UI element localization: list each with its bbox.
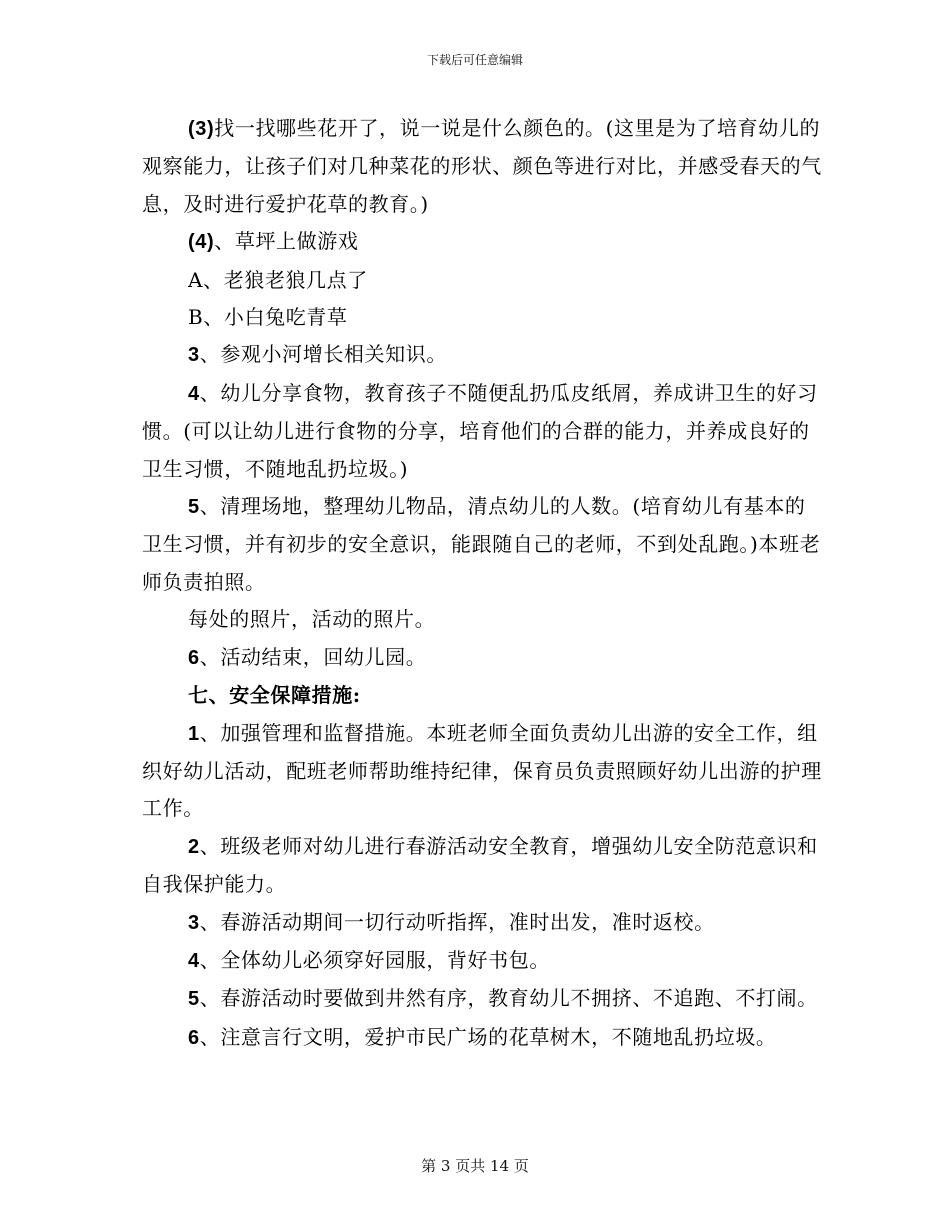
paragraph-game-b bbox=[142, 299, 822, 336]
item-number: (3) bbox=[188, 118, 215, 140]
item-number: 5 bbox=[188, 988, 200, 1011]
safety-item-1 bbox=[142, 715, 822, 828]
paragraph-text: B、小白兔吃青草 bbox=[188, 305, 348, 330]
paragraph-text: 、春游活动期间一切行动听指挥，准时出发，准时返校。 bbox=[199, 909, 715, 934]
paragraph-lawn-games bbox=[142, 223, 822, 261]
safety-item-3 bbox=[142, 904, 822, 942]
item-number: 2 bbox=[188, 835, 200, 858]
safety-item-2 bbox=[142, 828, 822, 904]
paragraph-text: 、参观小河增长相关知识。 bbox=[199, 342, 447, 367]
paragraph-text: 每处的照片，活动的照片。 bbox=[188, 607, 436, 632]
item-number: 4 bbox=[188, 949, 200, 972]
item-number: 4 bbox=[188, 382, 200, 405]
paragraph-visit-river bbox=[142, 336, 822, 374]
paragraph-text: 、春游活动时要做到井然有序，教育幼儿不拥挤、不追跑、不打闹。 bbox=[199, 986, 818, 1011]
paragraph-photos bbox=[142, 601, 822, 638]
paragraph-text: 、清理场地，整理幼儿物品，清点幼儿的人数。(培育幼儿有基本的卫生习惯，并有初步的安全意识，能跟随自己的老师，不到处乱跑。)本班老师负责拍照。 bbox=[142, 494, 821, 594]
section-heading: 七、安全保障措施: bbox=[188, 683, 361, 708]
paragraph-text: 、幼儿分享食物，教育孩子不随便乱扔瓜皮纸屑，养成讲卫生的好习惯。(可以让幼儿进行食物的分享，培育他们的合群的能力，并养成良好的卫生习惯，不随地乱扔垃圾。) bbox=[142, 380, 818, 481]
document-body bbox=[142, 110, 822, 1057]
paragraph-text: 、草坪上做游戏 bbox=[214, 229, 359, 254]
paragraph-text: 、注意言行文明，爱护市民广场的花草树木，不随地乱扔垃圾。 bbox=[199, 1024, 777, 1049]
item-number: 6 bbox=[188, 1026, 200, 1049]
paragraph-text: A、老狼老狼几点了 bbox=[188, 267, 368, 292]
paragraph-game-a bbox=[142, 262, 822, 299]
page-number-footer: 第 3 页共 14 页 bbox=[421, 1157, 529, 1175]
paragraph-text: 、全体幼儿必须穿好园服，背好书包。 bbox=[199, 947, 550, 972]
paragraph-find-flowers bbox=[142, 110, 822, 223]
paragraph-text: 、活动结束，回幼儿园。 bbox=[199, 644, 427, 669]
item-number: 5 bbox=[188, 496, 200, 519]
paragraph-text: 、班级老师对幼儿进行春游活动安全教育，增强幼儿安全防范意识和自我保护能力。 bbox=[142, 833, 818, 897]
safety-item-4 bbox=[142, 942, 822, 980]
item-number: 6 bbox=[188, 646, 200, 669]
safety-item-6 bbox=[142, 1019, 822, 1057]
paragraph-clean-site bbox=[142, 488, 822, 601]
paragraph-text: 找一找哪些花开了，说一说是什么颜色的。(这里是为了培育幼儿的观察能力，让孩子们对几种菜花的形状、颜色等进行对比，并感受春天的气息，及时进行爱护花草的教育。) bbox=[142, 116, 822, 216]
item-number: 3 bbox=[188, 344, 200, 367]
paragraph-share-food bbox=[142, 375, 822, 488]
paragraph-end-activity bbox=[142, 639, 822, 677]
item-number: (4) bbox=[188, 231, 215, 254]
safety-item-5 bbox=[142, 980, 822, 1018]
item-number: 3 bbox=[188, 911, 200, 934]
page-header: 下载后可任意编辑 bbox=[426, 53, 523, 67]
item-number: 1 bbox=[188, 722, 200, 745]
paragraph-text: 、加强管理和监督措施。本班老师全面负责幼儿出游的安全工作，组织好幼儿活动，配班老师帮助维持纪律，保育员负责照顾好幼儿出游的护理工作。 bbox=[142, 720, 822, 821]
